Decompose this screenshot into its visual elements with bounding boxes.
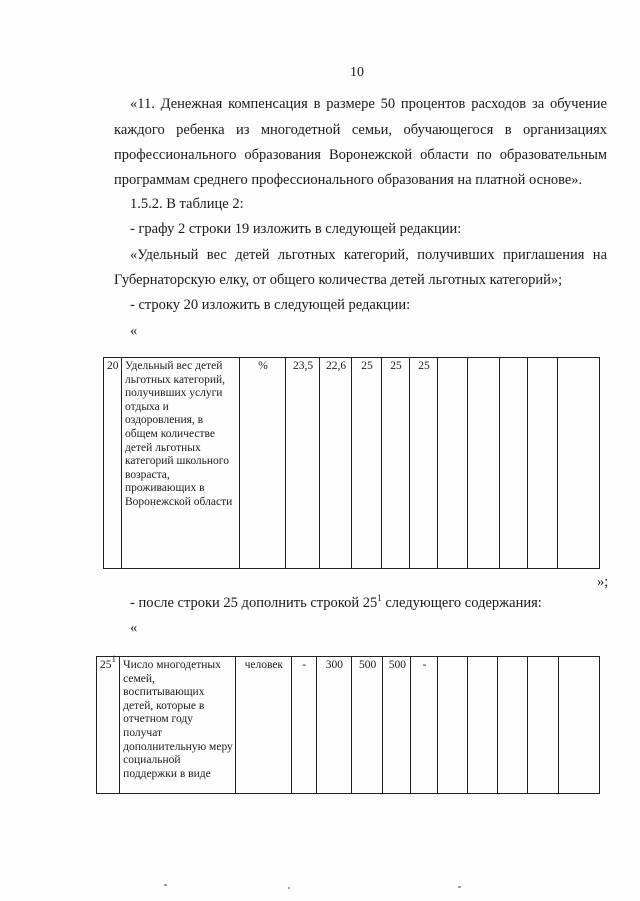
row-25-1-number-main: 25 [100, 659, 112, 671]
table-row-20 [103, 357, 600, 569]
scan-speck [164, 884, 167, 886]
page-number: 10 [350, 65, 364, 80]
row-20-value: 25 [382, 358, 410, 569]
row-20-value: 25 [410, 358, 438, 569]
row-20-value: 23,5 [286, 358, 320, 569]
row-20-value: 22,6 [320, 358, 352, 569]
row-25-1-value [558, 657, 599, 794]
row-20-unit: % [240, 358, 286, 569]
row-20-value [558, 358, 600, 569]
row-20-value [468, 358, 500, 569]
paragraph-new-wording-line-1: «Удельный вес детей льготных категорий, получивших приглашения на [130, 247, 607, 263]
paragraph-row-20: - строку 20 изложить в следующей редакции: [130, 297, 411, 313]
row-25-1-value [437, 657, 467, 794]
row-25-1-value [528, 657, 558, 794]
table-row-25-1 [96, 656, 600, 794]
paragraph-compensation-line-3: профессионального образования Воронежской области по образовательным [114, 147, 607, 163]
row-25-1-value [467, 657, 497, 794]
paragraph-compensation-line-2: каждого ребенка из многодетной семьи, обучающегося в организациях [114, 122, 607, 138]
scan-speck [288, 887, 290, 889]
row-25-1-value: - [411, 657, 437, 794]
row-20-value [528, 358, 558, 569]
row-20-value: 25 [352, 358, 382, 569]
row-25-1-value: - [291, 657, 316, 794]
row-20-description: Удельный вес детей льготных категорий, получивших услуги отдыха и оздоровления, в общем количестве детей льготных категорий школьного возраста, проживающих в Воронежской области [122, 358, 240, 569]
row-25-1-number [97, 654, 120, 794]
row-20-value [438, 358, 468, 569]
row-25-1-number-sup: 1 [111, 654, 116, 664]
row-25-1-description: Число многодетных семей, воспитывающих детей, которые в отчетном году получат дополнительную меру социальной поддержки в виде [120, 657, 236, 794]
open-quote-1: « [130, 323, 138, 339]
paragraph-compensation-line-1: «11. Денежная компенсация в размере 50 процентов расходов за обучение [130, 96, 607, 112]
add-row-text-after: следующего содержания: [381, 595, 542, 611]
paragraph-section-152: 1.5.2. В таблице 2: [130, 196, 244, 212]
row-25-1-unit: человек [236, 657, 291, 794]
add-row-superscript: 1 [377, 593, 382, 603]
paragraph-new-wording-line-2: Губернаторскую елку, от общего количества детей льготных категорий»; [114, 272, 563, 288]
row-20-value [500, 358, 528, 569]
open-quote-2: « [130, 620, 138, 636]
scan-speck [458, 886, 461, 888]
close-quote-1: »; [597, 574, 609, 590]
paragraph-add-row-25-1 [130, 595, 542, 612]
row-25-1-value: 500 [383, 657, 411, 794]
row-20-number: 20 [104, 358, 122, 569]
row-25-1-value [498, 657, 528, 794]
paragraph-compensation-line-4: программам среднего профессионального образования на платной основе». [114, 172, 583, 188]
add-row-text-before: - после строки 25 дополнить строкой 25 [130, 595, 378, 611]
row-25-1-value: 500 [351, 657, 382, 794]
paragraph-column-2-row-19: - графу 2 строки 19 изложить в следующей редакции: [130, 221, 462, 237]
row-25-1-value: 300 [316, 657, 351, 794]
